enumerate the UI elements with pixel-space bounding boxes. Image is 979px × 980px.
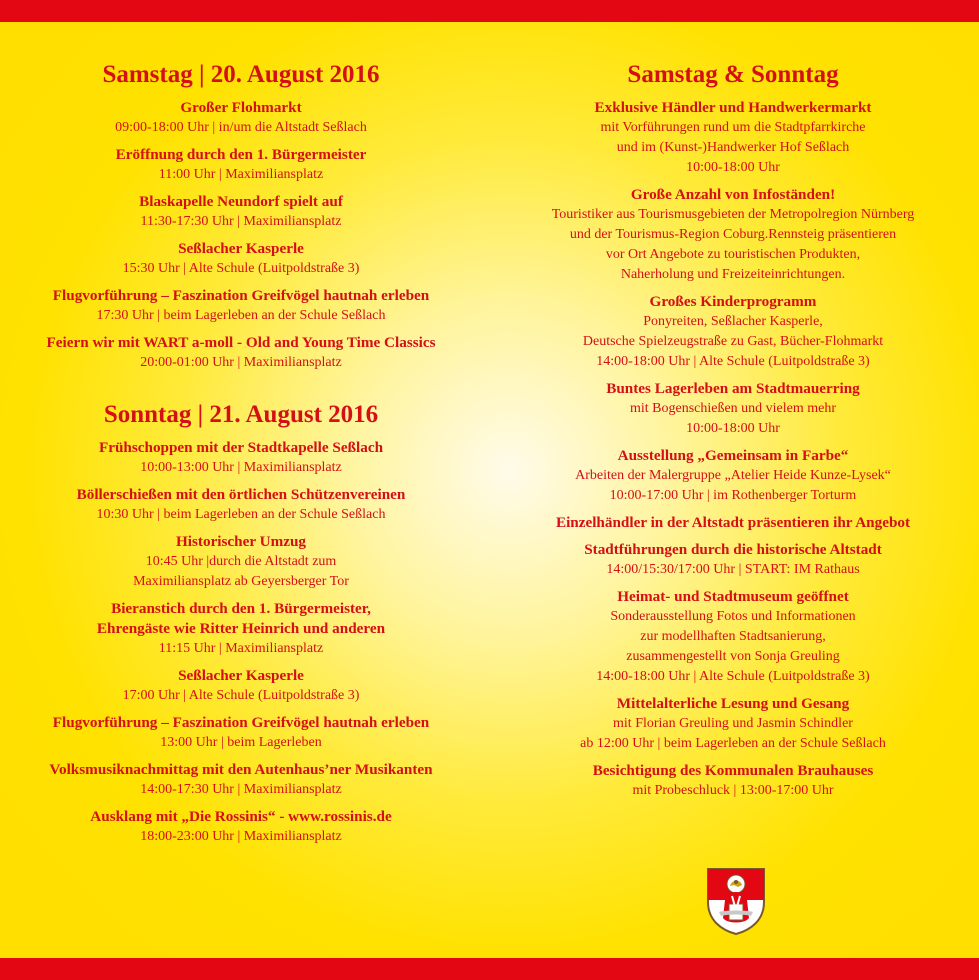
event-item xyxy=(490,185,976,285)
event-title: Besichtigung des Kommunalen Brauhauses xyxy=(592,762,874,779)
event-item xyxy=(490,446,976,506)
event-detail: und der Tourismus-Region Coburg.Rennsteig präsentieren xyxy=(569,227,897,242)
event-item xyxy=(0,239,482,279)
event-detail: 13:00 Uhr | beim Lagerleben xyxy=(160,735,322,750)
event-detail: vor Ort Angebote zu touristischen Produkten, xyxy=(605,247,861,262)
event-detail: 11:15 Uhr | Maximiliansplatz xyxy=(158,641,324,656)
event-title: Bieranstich durch den 1. Bürgermeister, xyxy=(111,600,371,617)
event-detail: Touristiker aus Tourismusgebieten der Metropolregion Nürnberg xyxy=(551,207,915,222)
event-detail: 11:00 Uhr | Maximiliansplatz xyxy=(158,167,324,182)
event-detail: mit Florian Greuling und Jasmin Schindler xyxy=(613,716,853,731)
event-detail: ab 12:00 Uhr | beim Lagerleben an der Schule Seßlach xyxy=(580,736,886,751)
event-detail: Sonderausstellung Fotos und Informationen xyxy=(610,609,856,624)
event-detail: 17:30 Uhr | beim Lagerleben an der Schule Seßlach xyxy=(96,308,386,323)
event-title: Mittelalterliche Lesung und Gesang xyxy=(616,695,850,712)
event-title: Frühschoppen mit der Stadtkapelle Seßlach xyxy=(98,439,384,456)
event-detail: 18:00-23:00 Uhr | Maximiliansplatz xyxy=(140,829,342,844)
event-item xyxy=(0,438,482,478)
event-detail: 11:30-17:30 Uhr | Maximiliansplatz xyxy=(140,214,342,229)
coat-of-arms-icon xyxy=(705,866,767,936)
event-title: Großer Flohmarkt xyxy=(180,99,302,116)
event-detail: 10:00-18:00 Uhr xyxy=(686,160,780,175)
event-detail: 10:00-13:00 Uhr | Maximiliansplatz xyxy=(140,460,342,475)
event-detail: 14:00/15:30/17:00 Uhr | START: IM Rathaus xyxy=(606,562,860,577)
event-detail: 14:00-17:30 Uhr | Maximiliansplatz xyxy=(140,782,342,797)
saturday-heading: Samstag | 20. August 2016 xyxy=(102,61,380,88)
event-detail: 10:30 Uhr | beim Lagerleben an der Schule Seßlach xyxy=(96,507,386,522)
event-title: Blaskapelle Neundorf spielt auf xyxy=(139,193,343,210)
event-title: Feiern wir mit WART a-moll - Old and Young Time Classics xyxy=(46,334,436,351)
event-detail: Maximiliansplatz ab Geyersberger Tor xyxy=(133,574,349,589)
event-detail: und im (Kunst-)Handwerker Hof Seßlach xyxy=(616,140,850,155)
event-title: Große Anzahl von Infoständen! xyxy=(630,186,836,203)
event-detail: 14:00-18:00 Uhr | Alte Schule (Luitpoldstraße 3) xyxy=(596,669,870,684)
left-column xyxy=(0,58,482,854)
event-detail: 10:45 Uhr |durch die Altstadt zum xyxy=(145,554,337,569)
event-title: Volksmusiknachmittag mit den Autenhaus’ner Musikanten xyxy=(49,761,433,778)
event-title: Seßlacher Kasperle xyxy=(178,240,304,257)
event-detail: mit Probeschluck | 13:00-17:00 Uhr xyxy=(632,783,834,798)
event-item xyxy=(0,145,482,185)
event-title: Ausstellung „Gemeinsam in Farbe“ xyxy=(617,447,849,464)
sunday-event-list xyxy=(0,438,482,847)
event-item xyxy=(490,587,976,687)
event-detail: Ponyreiten, Seßlacher Kasperle, xyxy=(643,314,823,329)
saturday-event-list xyxy=(0,98,482,373)
event-detail: 10:00-17:00 Uhr | im Rothenberger Torturm xyxy=(609,488,857,503)
event-title: Böllerschießen mit den örtlichen Schützenvereinen xyxy=(76,486,406,503)
event-item xyxy=(0,599,482,659)
event-title: Flugvorführung – Faszination Greifvögel hautnah erleben xyxy=(52,287,430,304)
event-detail: 14:00-18:00 Uhr | Alte Schule (Luitpoldstraße 3) xyxy=(596,354,870,369)
event-title: Historischer Umzug xyxy=(175,533,307,550)
event-title: Seßlacher Kasperle xyxy=(178,667,304,684)
event-item xyxy=(490,513,976,533)
event-item xyxy=(0,713,482,753)
event-detail: 20:00-01:00 Uhr | Maximiliansplatz xyxy=(140,355,342,370)
event-detail: 15:30 Uhr | Alte Schule (Luitpoldstraße 3) xyxy=(122,261,360,276)
weekend-heading: Samstag & Sonntag xyxy=(627,61,839,88)
event-title: Großes Kinderprogramm xyxy=(649,293,817,310)
section-spacer xyxy=(0,380,482,398)
event-title: Stadtführungen durch die historische Altstadt xyxy=(584,541,882,558)
event-title: Einzelhändler in der Altstadt präsentieren ihr Angebot xyxy=(555,514,911,531)
event-item xyxy=(0,485,482,525)
weekend-event-list xyxy=(490,98,976,801)
event-detail: mit Vorführungen rund um die Stadtpfarrkirche xyxy=(600,120,866,135)
event-item xyxy=(490,761,976,801)
right-column xyxy=(490,58,976,808)
event-title: Buntes Lagerleben am Stadtmauerring xyxy=(606,380,860,397)
event-item xyxy=(0,98,482,138)
sunday-heading: Sonntag | 21. August 2016 xyxy=(103,401,379,428)
top-red-band xyxy=(0,0,979,22)
event-title: Flugvorführung – Faszination Greifvögel hautnah erleben xyxy=(52,714,430,731)
event-item xyxy=(0,333,482,373)
event-detail: 09:00-18:00 Uhr | in/um die Altstadt Seßlach xyxy=(115,120,367,135)
event-title-line-2: Ehrengäste wie Ritter Heinrich und anderen xyxy=(96,620,386,637)
event-detail: mit Bogenschießen und vielem mehr xyxy=(629,401,837,416)
event-item xyxy=(0,666,482,706)
event-detail: 17:00 Uhr | Alte Schule (Luitpoldstraße 3) xyxy=(122,688,360,703)
bottom-red-band xyxy=(0,958,979,980)
event-item xyxy=(0,532,482,592)
event-item xyxy=(490,292,976,372)
event-item xyxy=(490,540,976,580)
event-title: Heimat- und Stadtmuseum geöffnet xyxy=(617,588,849,605)
event-item xyxy=(0,286,482,326)
event-item xyxy=(0,760,482,800)
event-item xyxy=(0,192,482,232)
event-title: Exklusive Händler und Handwerkermarkt xyxy=(594,99,872,116)
event-item xyxy=(0,807,482,847)
event-title: Eröffnung durch den 1. Bürgermeister xyxy=(115,146,367,163)
event-detail: Arbeiten der Malergruppe „Atelier Heide Kunze-Lysek“ xyxy=(575,468,891,483)
event-title: Ausklang mit „Die Rossinis“ - www.rossinis.de xyxy=(90,808,392,825)
event-item xyxy=(490,694,976,754)
event-item xyxy=(490,379,976,439)
event-detail: 10:00-18:00 Uhr xyxy=(686,421,780,436)
event-item xyxy=(490,98,976,178)
event-detail: zusammengestellt von Sonja Greuling xyxy=(626,649,840,664)
event-detail: zur modellhaften Stadtsanierung, xyxy=(640,629,826,644)
event-detail: Deutsche Spielzeugstraße zu Gast, Bücher-Flohmarkt xyxy=(582,334,884,349)
event-detail: Naherholung und Freizeiteinrichtungen. xyxy=(620,267,846,282)
